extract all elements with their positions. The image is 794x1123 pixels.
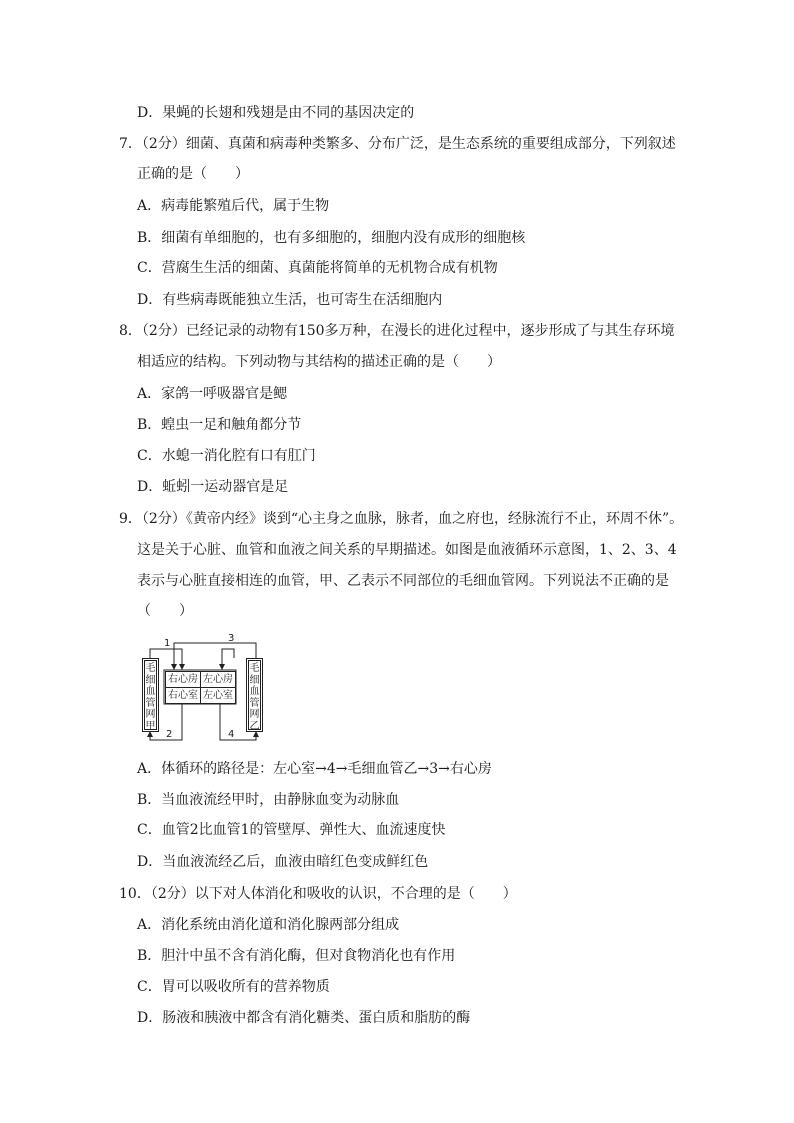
capillary-network-jia xyxy=(142,658,159,732)
q7-option-d: D．有些病毒既能独立生活，也可寄生在活细胞内 xyxy=(137,292,443,308)
cap-left-char: 网 xyxy=(145,709,156,720)
q9-stem-line3: 表示与心脏直接相连的血管，甲、乙表示不同部位的毛细血管网。下列说法不正确的是 xyxy=(137,573,669,589)
q8-option-c: C．水螅一消化腔有口有肛门 xyxy=(137,448,316,464)
blood-circulation-diagram xyxy=(140,633,268,748)
cap-right-char: 毛 xyxy=(249,663,260,674)
right-atrium: 右心房 xyxy=(165,671,201,688)
q7-stem-line1: 7．（2分）细菌、真菌和病毒种类繁多、分布广泛，是生态系统的重要组成部分，下列叙述 xyxy=(119,136,676,152)
q10-option-b: B．胆汁中虽不含有消化酶，但对食物消化也有作用 xyxy=(137,948,456,964)
q10-option-d: D．肠液和胰液中都含有消化糖类、蛋白质和脂肪的酶 xyxy=(137,1010,471,1026)
q9-option-a: A．体循环的路径是：左心室→4→毛细血管乙→3→右心房 xyxy=(137,761,492,777)
q9-stem-line1: 9．（2分）《黄帝内经》谈到“心主身之血脉，脉者，血之府也，经脉流行不止，环周不休”。 xyxy=(119,511,684,527)
right-ventricle: 右心室 xyxy=(165,687,201,704)
cap-left-char: 毛 xyxy=(145,663,156,674)
q8-option-b: B．蝗虫一足和触角都分节 xyxy=(137,417,302,433)
q10-option-c: C．胃可以吸收所有的营养物质 xyxy=(137,979,330,995)
cap-left-char: 血 xyxy=(145,686,156,697)
cap-left-char: 甲 xyxy=(145,720,156,732)
q7-option-c: C．营腐生生活的细菌、真菌能将简单的无机物合成有机物 xyxy=(137,260,498,276)
cap-right-char: 管 xyxy=(249,697,260,709)
q8-stem-line2: 相适应的结构。下列动物与其结构的描述正确的是（ ） xyxy=(137,354,501,370)
left-ventricle: 左心室 xyxy=(200,687,236,704)
vessel-label-3: 3 xyxy=(228,633,235,644)
cap-left-char: 细 xyxy=(145,674,156,686)
cap-right-char: 细 xyxy=(249,674,260,686)
q10-option-a: A．消化系统由消化道和消化腺两部分组成 xyxy=(137,917,400,933)
cap-right-char: 血 xyxy=(249,686,260,697)
q7-option-b: B．细菌有单细胞的，也有多细胞的，细胞内没有成形的细胞核 xyxy=(137,230,526,246)
q9-option-c: C．血管2比血管1的管壁厚、弹性大、血流速度快 xyxy=(137,822,446,838)
left-atrium: 左心房 xyxy=(200,671,236,688)
cap-right-char: 网 xyxy=(249,709,260,720)
cap-right-char: 乙 xyxy=(249,720,260,732)
q8-option-a: A．家鸽一呼吸器官是鳃 xyxy=(137,386,288,402)
q9-stem-line2: 这是关于心脏、血管和血液之间关系的早期描述。如图是血液循环示意图，1、2、3、4 xyxy=(137,542,677,558)
vessel-label-1: 1 xyxy=(164,638,171,649)
q8-option-d: D．蚯蚓一运动器官是足 xyxy=(137,479,289,495)
cap-left-char: 管 xyxy=(145,697,156,709)
q7-option-a: A．病毒能繁殖后代，属于生物 xyxy=(137,198,330,214)
q10-stem: 10．（2分）以下对人体消化和吸收的认识，不合理的是（ ） xyxy=(119,886,517,902)
q7-stem-line2: 正确的是（ ） xyxy=(137,166,249,182)
vessel-label-2: 2 xyxy=(166,729,173,740)
q6-option-d: D．果蝇的长翅和残翅是由不同的基因决定的 xyxy=(137,105,415,121)
q9-option-b: B．当血液流经甲时，由静脉血变为动脉血 xyxy=(137,792,400,808)
capillary-network-yi xyxy=(246,658,263,732)
vessel-label-4: 4 xyxy=(228,729,235,740)
q8-stem-line1: 8．（2分）已经记录的动物有150多万种，在漫长的进化过程中，逐步形成了与其生存环境 xyxy=(119,323,675,339)
q9-option-d: D．当血液流经乙后，血液由暗红色变成鲜红色 xyxy=(137,854,429,870)
q9-stem-line4: （ ） xyxy=(137,603,193,619)
